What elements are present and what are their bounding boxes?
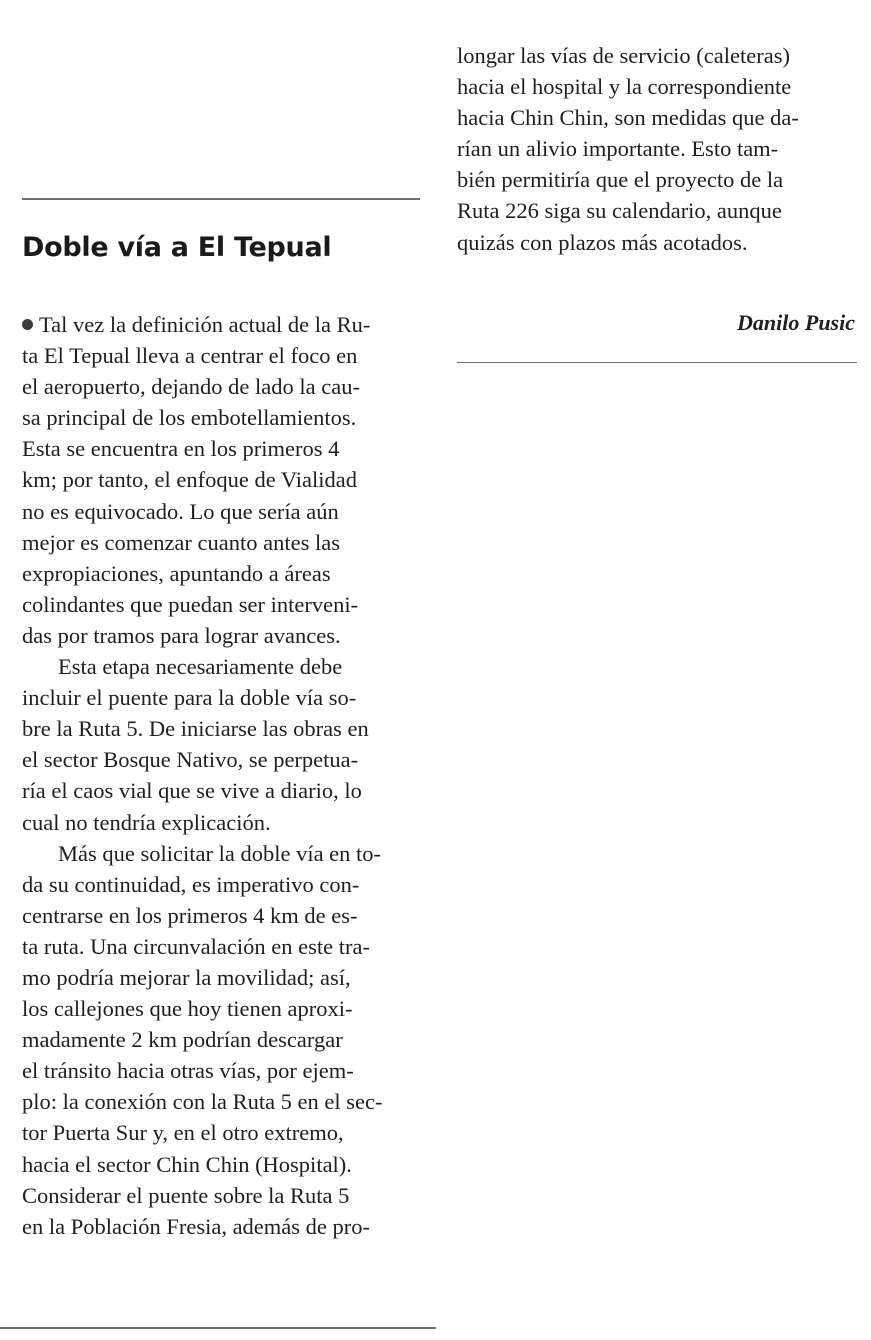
article-headline: Doble vía a El Tepual	[22, 232, 332, 263]
end-rule-right	[457, 362, 857, 363]
text-line: mejor es comenzar cuanto antes las	[22, 529, 340, 555]
text-line: hacia Chin Chin, son medidas que da-	[457, 105, 799, 131]
text-line: Más que solicitar la doble vía en to-	[58, 840, 382, 866]
text-line: los callejones que hoy tienen aproxi-	[22, 996, 353, 1022]
text-line: Considerar el puente sobre la Ruta 5	[22, 1182, 350, 1208]
text-line: da su continuidad, es imperativo con-	[22, 871, 360, 897]
text-line: rían un alivio importante. Esto tam-	[457, 136, 779, 162]
bullet-icon	[22, 319, 33, 330]
text-line: tor Puerta Sur y, en el otro extremo,	[22, 1120, 344, 1146]
text-line: Esta se encuentra en los primeros 4	[22, 436, 340, 462]
text-line: expropiaciones, apuntando a áreas	[22, 560, 331, 586]
text-line: ta El Tepual lleva a centrar el foco en	[22, 343, 358, 369]
right-column	[457, 40, 857, 258]
text-line: plo: la conexión con la Ruta 5 en el sec-	[22, 1089, 383, 1115]
author-byline: Danilo Pusic	[737, 310, 855, 335]
text-line: sa principal de los embotellamientos.	[22, 405, 357, 431]
left-column	[22, 309, 420, 1242]
text-line: el sector Bosque Nativo, se perpetua-	[22, 747, 359, 773]
text-line: centrarse en los primeros 4 km de es-	[22, 902, 358, 928]
text-line: ría el caos vial que se vive a diario, lo	[22, 778, 362, 804]
bottom-rule-left	[0, 1327, 436, 1329]
text-line: el tránsito hacia otras vías, por ejem-	[22, 1058, 354, 1084]
text-line: bién permitiría que el proyecto de la	[457, 167, 784, 193]
text-line: ta ruta. Una circunvalación en este tra-	[22, 933, 370, 959]
text-line: hacia el sector Chin Chin (Hospital).	[22, 1151, 352, 1177]
text-line: das por tramos para lograr avances.	[22, 622, 341, 648]
text-line: cual no tendría explicación.	[22, 809, 271, 835]
top-rule-left	[22, 198, 420, 200]
text-line: bre la Ruta 5. De iniciarse las obras en	[22, 716, 369, 742]
text-line: Ruta 226 siga su calendario, aunque	[457, 198, 782, 224]
text-line: el aeropuerto, dejando de lado la cau-	[22, 374, 360, 400]
text-line: en la Población Fresia, además de pro-	[22, 1213, 371, 1239]
text-line: no es equivocado. Lo que sería aún	[22, 498, 339, 524]
text-line: km; por tanto, el enfoque de Vialidad	[22, 467, 358, 493]
text-line: mo podría mejorar la movilidad; así,	[22, 964, 351, 990]
text-line: incluir el puente para la doble vía so-	[22, 685, 357, 711]
text-line: Esta etapa necesariamente debe	[58, 654, 343, 680]
text-line: hacia el hospital y la correspondiente	[457, 74, 792, 100]
text-line: longar las vías de servicio (caleteras)	[457, 43, 790, 68]
text-line: madamente 2 km podrían descargar	[22, 1027, 343, 1053]
text-line: Tal vez la definición actual de la Ru-	[22, 309, 420, 340]
text-line: colindantes que puedan ser interveni-	[22, 591, 359, 617]
text-line: quizás con plazos más acotados.	[457, 229, 748, 255]
